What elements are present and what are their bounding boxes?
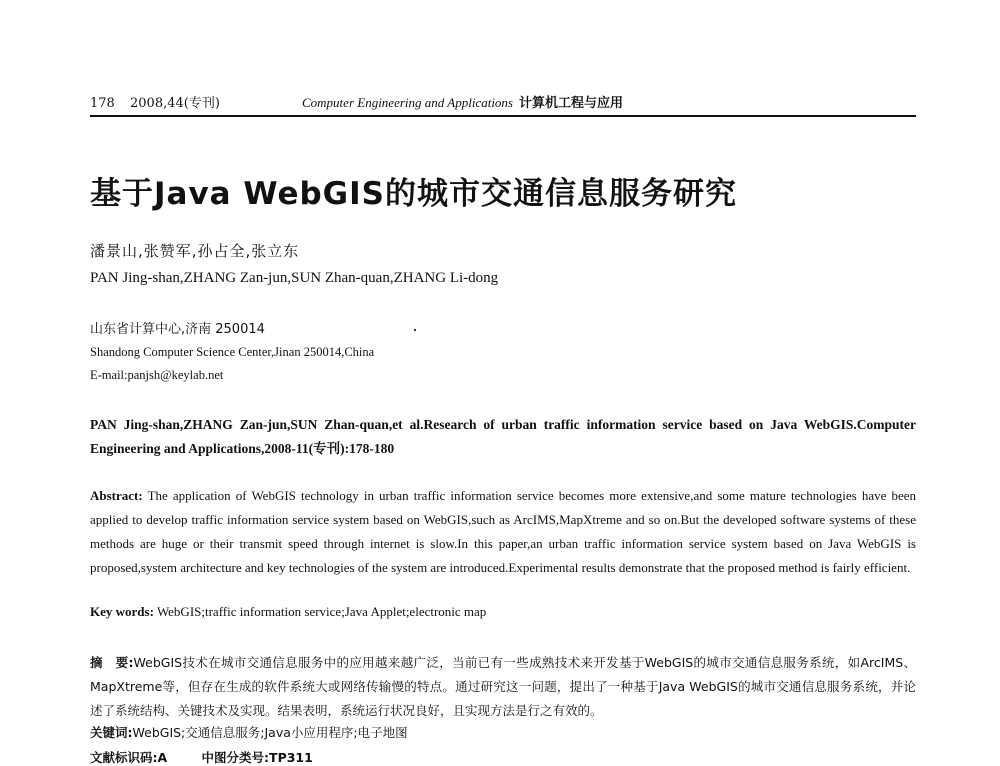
abstract-label: Abstract: [90, 488, 143, 503]
keywords-label: Key words: [90, 604, 154, 619]
authors-en: PAN Jing-shan,ZHANG Zan-jun,SUN Zhan-quan,ZHANG Li-dong [90, 270, 499, 286]
email: E-mail:panjsh@keylab.net [90, 368, 224, 382]
affiliation-cn: 山东省计算中心,济南 250014 [90, 322, 265, 337]
header-rule [90, 115, 916, 117]
abstract-cn-text: WebGIS技术在城市交通信息服务中的应用越来越广泛，当前已有一些成熟技术来开发基于WebGIS的城市交通信息服务系统，如ArcIMS、MapXtreme等，但存在生成的软件系统大或网络传输慢的特点。通过研究这一问题，提出了一种基于Java WebGIS的城市交通信息服务系统，并论述了系统结构、关键技术及实现。结果表明，系统运行状况良好，且实现方法是行之有效的。 [90, 655, 917, 718]
citation: PAN Jing-shan,ZHANG Zan-jun,SUN Zhan-quan,et al.Research of urban traffic information service based on Java WebGIS.Computer Engineering and Applications,2008-11(专刊):178-180 [90, 417, 916, 456]
keywords-text: WebGIS;traffic information service;Java Applet;electronic map [156, 604, 487, 619]
scan-speck [414, 329, 416, 331]
abstract-en [90, 484, 916, 580]
issue-info: 2008,44(专刊) [130, 96, 220, 111]
classification-number: 中图分类号:TP311 [201, 750, 313, 765]
page-number: 178 [90, 96, 115, 111]
keywords-cn [90, 723, 916, 741]
keywords-en [90, 604, 916, 620]
doc-id-code: 文献标识码:A [90, 750, 168, 765]
document-codes [90, 748, 916, 766]
affiliation-en: Shandong Computer Science Center,Jinan 250014,China [90, 345, 375, 359]
authors-cn: 潘景山,张赞军,孙占全,张立东 [90, 242, 300, 260]
paper-title: 基于Java WebGIS的城市交通信息服务研究 [90, 176, 737, 212]
journal-name-cn: 计算机工程与应用 [519, 96, 624, 111]
keywords-cn-label: 关键词: [90, 725, 133, 740]
running-header [90, 92, 916, 112]
abstract-text: The application of WebGIS technology in urban traffic information service becomes more extensive,and some mature technologies have been applied to develop traffic information service system based on WebGIS,such as ArcIMS,MapXtreme and so on.But the developed software systems of these methods are huge or their transmit speed through internet is slow.In this paper,an urban traffic information service system based on Java WebGIS is proposed,system architecture and key technologies of the system are introduced.Experimental results demonstrate that the proposed method is fairly efficient. [90, 488, 917, 575]
keywords-cn-text: WebGIS;交通信息服务;Java小应用程序;电子地图 [132, 725, 408, 740]
journal-name-en: Computer Engineering and Applications [302, 95, 513, 110]
abstract-cn [90, 651, 916, 723]
abstract-cn-label: 摘 要: [90, 655, 134, 670]
